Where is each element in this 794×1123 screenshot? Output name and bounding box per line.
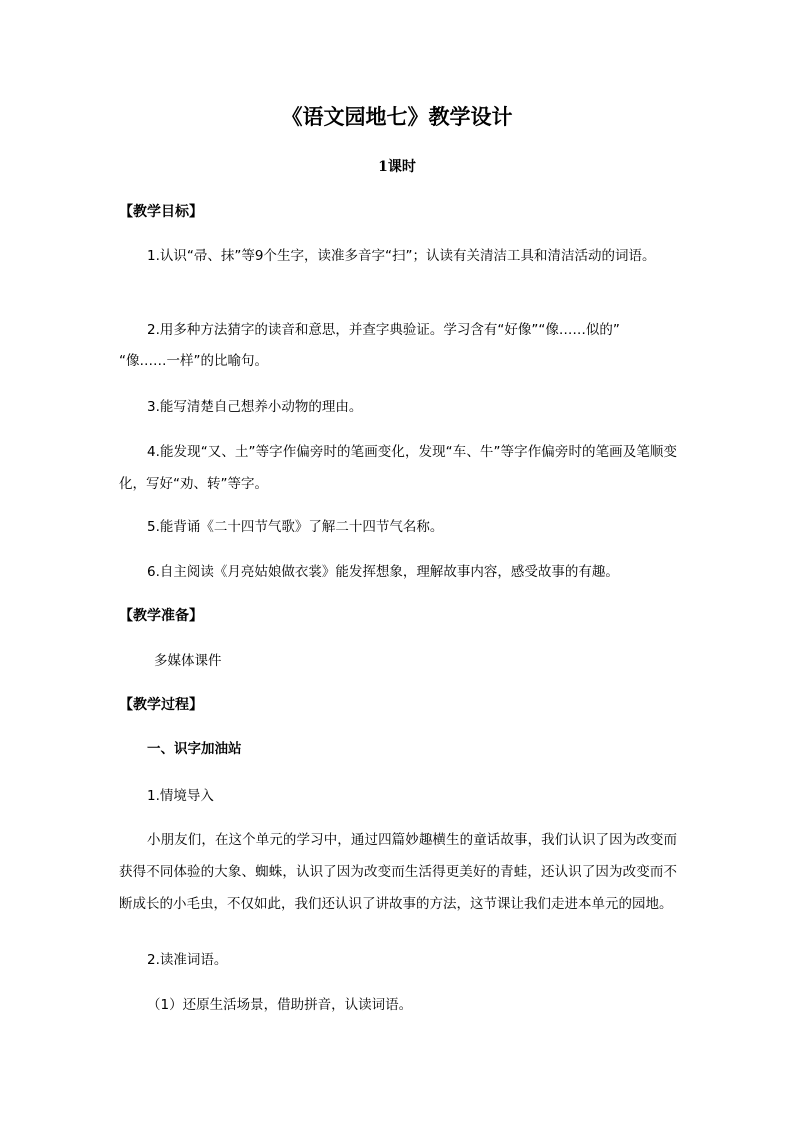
preparation-heading: 【教学准备】	[119, 608, 203, 624]
document-subtitle: 1课时	[378, 159, 416, 175]
step2-sub1: （1）还原生活场景，借助拼音，认读词语。	[147, 997, 413, 1013]
process-heading: 【教学过程】	[119, 697, 203, 713]
part1-heading: 一、识字加油站	[147, 741, 242, 757]
step1-label: 1.情境导入	[147, 788, 214, 804]
goal-item-5: 5.能背诵《二十四节气歌》了解二十四节气名称。	[147, 519, 444, 535]
goal-item-2: 2.用多种方法猜字的读音和意思，并查字典验证。学习含有“好像”“像……似的”	[147, 322, 620, 338]
goal-item-4: 4.能发现“又、土”等字作偏旁时的笔画变化，发现“车、牛”等字作偏旁时的笔画及笔顺变化，写好“劝、转”等字。	[119, 444, 677, 492]
goal-item-6: 6.自主阅读《月亮姑娘做衣裳》能发挥想象，理解故事内容，感受故事的有趣。	[147, 564, 619, 580]
document-title: 《语文园地七》教学设计	[281, 104, 513, 129]
goals-heading: 【教学目标】	[119, 204, 203, 220]
step2-label: 2.读准词语。	[147, 952, 228, 968]
goal-item-2-cont: “像……一样”的比喻句。	[119, 353, 268, 369]
goal-item-3: 3.能写清楚自己想养小动物的理由。	[147, 399, 363, 415]
preparation-content: 多媒体课件	[154, 653, 222, 669]
goal-item-1: 1.认识“帚、抹”等9个生字，读准多音字“扫”；认读有关清洁工具和清洁活动的词语。	[147, 248, 656, 264]
step1-text: 小朋友们，在这个单元的学习中，通过四篇妙趣横生的童话故事，我们认识了因为改变而获得不同体验的大象、蜘蛛，认识了因为改变而生活得更美好的青蛙，还认识了因为改变而不断成长的小毛虫，不仅如此，我们还认识了讲故事的方法，这节课让我们走进本单元的园地。	[119, 832, 677, 912]
